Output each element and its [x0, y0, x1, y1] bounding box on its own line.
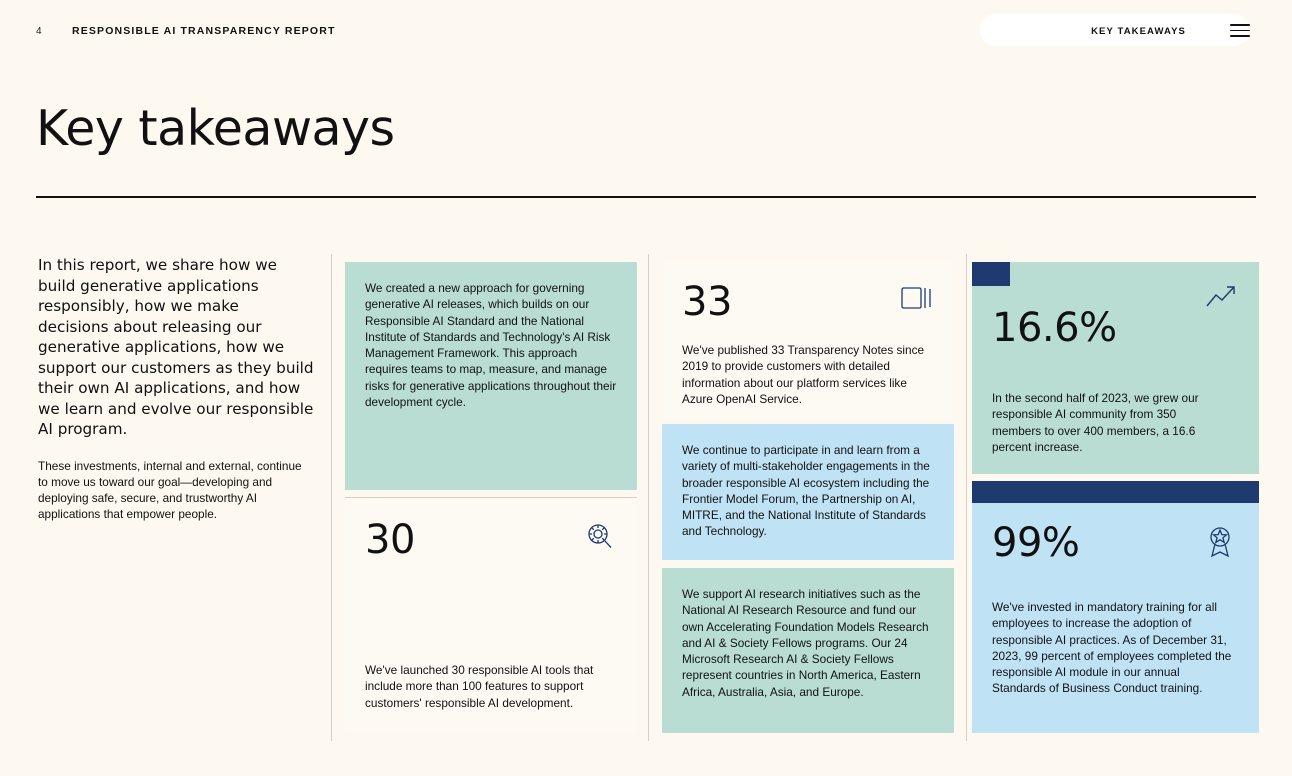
- award-ribbon-icon: [1205, 525, 1239, 559]
- intro-sub-text: These investments, internal and external, continue to move us toward our goal—developing and deploying safe, secure, and trustworthy AI applications that empower people.: [38, 458, 302, 522]
- card-governing-approach: [345, 262, 637, 490]
- column-three: [967, 254, 1259, 741]
- column-one: [331, 254, 649, 741]
- card-training-text: We've invested in mandatory training for all employees to increase the adoption of responsible AI practices. As of December 31, 2023, 99 percent of employees completed the responsible AI module in our annual Standards of Business Conduct training.: [992, 600, 1232, 696]
- card-tools-text: We've launched 30 responsible AI tools that include more than 100 features to support customers' responsible AI development.: [365, 663, 594, 710]
- key-takeaways-button[interactable]: KEY TAKEAWAYS: [1073, 18, 1204, 45]
- card-training-number: 99%: [992, 520, 1080, 566]
- intro-column: [38, 255, 314, 522]
- title-divider: [36, 196, 1256, 198]
- book-icon: [900, 284, 934, 318]
- page-title: Key takeaways: [36, 100, 395, 157]
- magnifier-gear-icon: [583, 520, 617, 554]
- card-transparency-notes-number: 33: [682, 279, 732, 325]
- card-community-growth-text: In the second half of 2023, we grew our responsible AI community from 350 members to over 400 members, a 16.6 percent increase.: [992, 391, 1199, 454]
- card-multistakeholder-text: We continue to participate in and learn from a variety of multi-stakeholder engagements in the broader responsible AI ecosystem including the Frontier Model Forum, the Partnership on AI, MITRE, and the National Institute of Standards and Technology.: [682, 443, 930, 539]
- hamburger-menu-icon[interactable]: [1230, 24, 1250, 38]
- card-community-growth: [972, 262, 1259, 474]
- card-tools: [345, 497, 637, 733]
- document-title: RESPONSIBLE AI TRANSPARENCY REPORT: [72, 25, 336, 37]
- card-transparency-notes-text: We've published 33 Transparency Notes since 2019 to provide customers with detailed information about our platform services like Azure OpenAI Service.: [682, 343, 925, 406]
- card-tools-number: 30: [365, 517, 415, 563]
- card-community-growth-number: 16.6%: [992, 305, 1117, 351]
- column-two: [649, 254, 967, 741]
- card-community-growth-accent: [972, 262, 1010, 286]
- card-transparency-notes: [662, 262, 954, 418]
- card-research-text: We support AI research initiatives such as the National AI Research Resource and fund our own Accelerating Foundation Models Research and AI & Society Fellows programs. Our 24 Microsoft Research AI & Society Fellows represent countries in North America, Eastern Africa, Australia, Asia, and Europe.: [682, 587, 929, 699]
- card-training: [972, 481, 1259, 733]
- trending-up-arrow-icon: [1205, 284, 1239, 318]
- page-header: [0, 22, 1292, 62]
- card-multistakeholder: [662, 424, 954, 560]
- card-governing-approach-text: We created a new approach for governing generative AI releases, which builds on our Responsible AI Standard and the National Institute of Standards and Technology's AI Risk Management Framework. This approach requires teams to map, measure, and manage risks for generative applications throughout their development cycle.: [365, 281, 617, 410]
- card-research: [662, 568, 954, 733]
- page-number: 4: [36, 26, 43, 37]
- card-training-accent: [972, 481, 1259, 503]
- intro-lead-text: In this report, we share how we build generative applications responsibly, how we make decisions about releasing our generative applications, how we support our customers as they build their own AI applications, and how we learn and evolve our responsible AI program.: [38, 256, 314, 438]
